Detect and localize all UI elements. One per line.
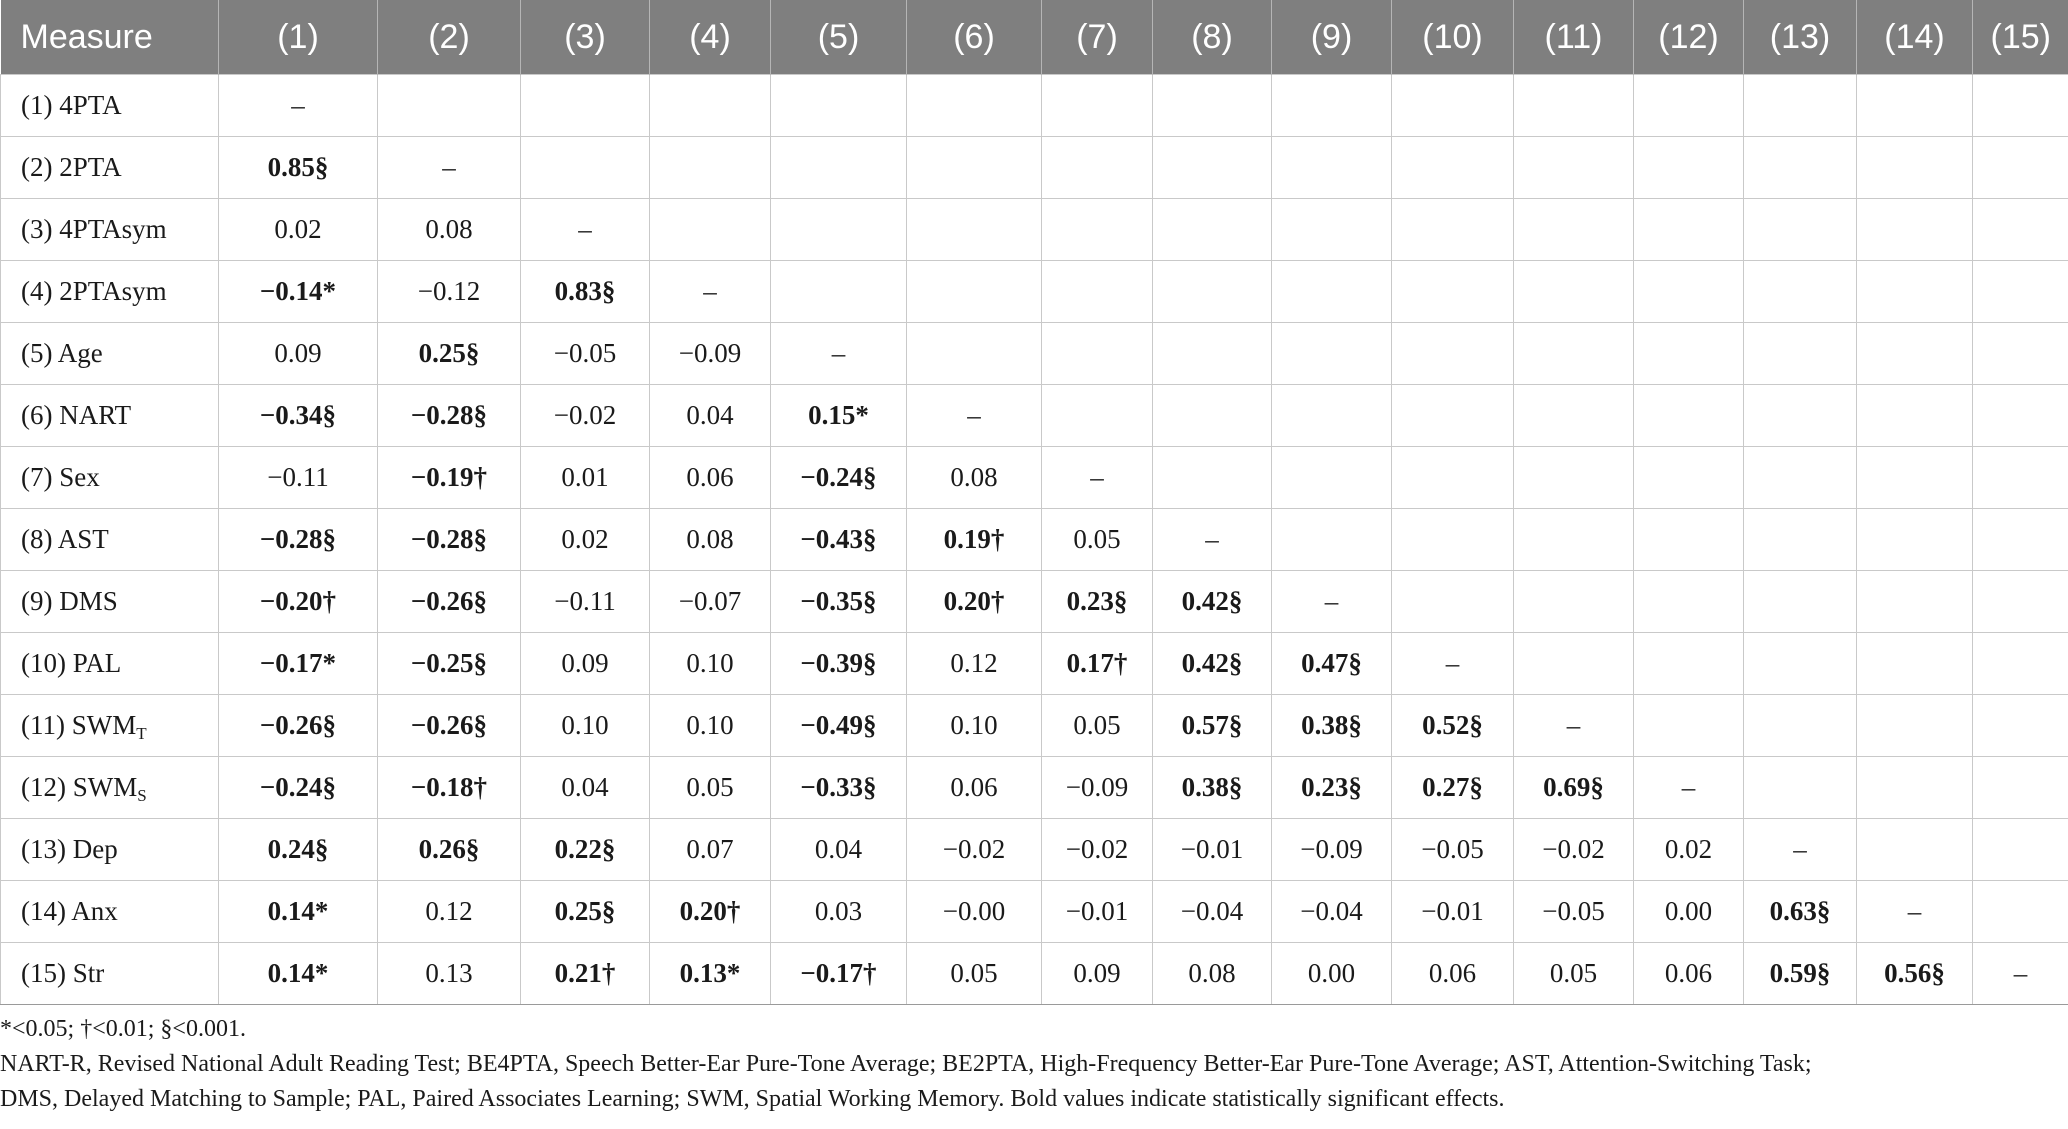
correlation-cell: 0.10 — [521, 695, 650, 757]
correlation-cell: 0.08 — [1153, 943, 1272, 1005]
empty-cell — [1272, 509, 1392, 571]
row-label-text: (10) PAL — [21, 648, 122, 678]
correlation-cell: 0.19† — [907, 509, 1042, 571]
row-label — [1, 199, 219, 261]
correlation-cell: −0.01 — [1153, 819, 1272, 881]
correlation-cell: 0.05 — [907, 943, 1042, 1005]
empty-cell — [1744, 385, 1857, 447]
correlation-cell: 0.42§ — [1153, 633, 1272, 695]
empty-cell — [1857, 261, 1973, 323]
empty-cell — [1744, 137, 1857, 199]
row-label-text: (13) Dep — [21, 834, 118, 864]
empty-cell — [1857, 571, 1973, 633]
correlation-cell: 0.02 — [521, 509, 650, 571]
empty-cell — [1042, 199, 1153, 261]
empty-cell — [1973, 757, 2068, 819]
correlation-cell: 0.04 — [521, 757, 650, 819]
row-label — [1, 509, 219, 571]
empty-cell — [1634, 75, 1744, 137]
empty-cell — [1973, 819, 2068, 881]
correlation-cell: 0.06 — [907, 757, 1042, 819]
row-label-text: (12) SWM — [21, 772, 138, 802]
empty-cell — [1634, 571, 1744, 633]
correlation-cell: 0.20† — [907, 571, 1042, 633]
empty-cell — [1857, 757, 1973, 819]
correlation-cell: −0.02 — [1514, 819, 1634, 881]
empty-cell — [1272, 447, 1392, 509]
correlation-cell: 0.23§ — [1272, 757, 1392, 819]
empty-cell — [771, 75, 907, 137]
correlation-cell: −0.09 — [1272, 819, 1392, 881]
correlation-cell: 0.59§ — [1744, 943, 1857, 1005]
empty-cell — [1857, 509, 1973, 571]
correlation-cell: 0.63§ — [1744, 881, 1857, 943]
correlation-cell: −0.20† — [219, 571, 378, 633]
empty-cell — [1744, 571, 1857, 633]
row-label — [1, 633, 219, 695]
empty-cell — [1514, 199, 1634, 261]
correlation-cell: −0.11 — [521, 571, 650, 633]
empty-cell — [1857, 75, 1973, 137]
row-label — [1, 757, 219, 819]
empty-cell — [1634, 323, 1744, 385]
correlation-cell: 0.15* — [771, 385, 907, 447]
correlation-cell: −0.18† — [378, 757, 521, 819]
empty-cell — [1272, 261, 1392, 323]
correlation-cell: −0.05 — [1514, 881, 1634, 943]
table-row — [1, 509, 2068, 571]
correlation-cell: 0.13* — [650, 943, 771, 1005]
correlation-cell: −0.24§ — [219, 757, 378, 819]
correlation-cell: 0.07 — [650, 819, 771, 881]
correlation-cell: 0.08 — [650, 509, 771, 571]
correlation-cell: −0.02 — [1042, 819, 1153, 881]
correlation-cell: 0.03 — [771, 881, 907, 943]
correlation-cell: −0.01 — [1042, 881, 1153, 943]
correlation-cell: 0.25§ — [378, 323, 521, 385]
correlation-cell: 0.52§ — [1392, 695, 1514, 757]
table-row — [1, 199, 2068, 261]
empty-cell — [1153, 385, 1272, 447]
correlation-cell: 0.20† — [650, 881, 771, 943]
correlation-cell: 0.04 — [650, 385, 771, 447]
correlation-cell: – — [650, 261, 771, 323]
correlation-cell: 0.10 — [650, 695, 771, 757]
empty-cell — [1634, 137, 1744, 199]
correlation-cell: – — [907, 385, 1042, 447]
correlation-cell: −0.07 — [650, 571, 771, 633]
correlation-cell: −0.14* — [219, 261, 378, 323]
empty-cell — [1744, 695, 1857, 757]
correlation-cell: 0.09 — [219, 323, 378, 385]
empty-cell — [1973, 385, 2068, 447]
table-row — [1, 323, 2068, 385]
row-label-subscript: T — [136, 724, 147, 743]
correlation-cell: 0.02 — [1634, 819, 1744, 881]
abbreviations-footnote-line-1: NART-R, Revised National Adult Reading Test; BE4PTA, Speech Better-Ear Pure-Tone Average; BE2PTA, High-Frequency Better-Ear Pure-Tone Average; AST, Attention-Switching Task; — [0, 1051, 1812, 1077]
correlation-cell: 0.10 — [907, 695, 1042, 757]
column-header-3: (3) — [521, 0, 650, 75]
correlation-cell: 0.05 — [1042, 695, 1153, 757]
empty-cell — [1857, 819, 1973, 881]
empty-cell — [907, 323, 1042, 385]
correlation-cell: – — [1744, 819, 1857, 881]
empty-cell — [1634, 695, 1744, 757]
empty-cell — [1744, 757, 1857, 819]
empty-cell — [521, 137, 650, 199]
correlation-cell: – — [1634, 757, 1744, 819]
empty-cell — [1857, 633, 1973, 695]
empty-cell — [650, 199, 771, 261]
correlation-cell: −0.01 — [1392, 881, 1514, 943]
column-header-5: (5) — [771, 0, 907, 75]
correlation-cell: 0.17† — [1042, 633, 1153, 695]
correlation-cell: 0.00 — [1634, 881, 1744, 943]
empty-cell — [1744, 261, 1857, 323]
correlation-cell: 0.02 — [219, 199, 378, 261]
correlation-cell: −0.02 — [907, 819, 1042, 881]
empty-cell — [1153, 137, 1272, 199]
empty-cell — [1514, 447, 1634, 509]
column-header-4: (4) — [650, 0, 771, 75]
correlation-cell: −0.05 — [1392, 819, 1514, 881]
correlation-cell: 0.08 — [378, 199, 521, 261]
empty-cell — [907, 199, 1042, 261]
empty-cell — [1153, 261, 1272, 323]
row-label — [1, 881, 219, 943]
empty-cell — [1634, 261, 1744, 323]
empty-cell — [1514, 323, 1634, 385]
correlation-cell: – — [1153, 509, 1272, 571]
empty-cell — [1392, 323, 1514, 385]
correlation-cell: 0.05 — [650, 757, 771, 819]
correlation-cell: 0.05 — [1514, 943, 1634, 1005]
row-label-text: (6) NART — [21, 400, 132, 430]
table-row — [1, 571, 2068, 633]
empty-cell — [1857, 385, 1973, 447]
correlation-cell: 0.14* — [219, 881, 378, 943]
column-header-6: (6) — [907, 0, 1042, 75]
row-label-text: (4) 2PTAsym — [21, 276, 167, 306]
row-label — [1, 943, 219, 1005]
empty-cell — [1272, 137, 1392, 199]
column-header-11: (11) — [1514, 0, 1634, 75]
column-header-14: (14) — [1857, 0, 1973, 75]
column-header-measure: Measure — [1, 0, 219, 75]
column-header-8: (8) — [1153, 0, 1272, 75]
row-label — [1, 819, 219, 881]
row-label — [1, 75, 219, 137]
correlation-cell: 0.21† — [521, 943, 650, 1005]
correlation-cell: 0.22§ — [521, 819, 650, 881]
correlation-cell: −0.17* — [219, 633, 378, 695]
empty-cell — [1744, 447, 1857, 509]
empty-cell — [771, 261, 907, 323]
empty-cell — [1634, 509, 1744, 571]
correlation-cell: −0.09 — [1042, 757, 1153, 819]
correlation-cell: −0.00 — [907, 881, 1042, 943]
correlation-cell: 0.04 — [771, 819, 907, 881]
empty-cell — [1392, 75, 1514, 137]
empty-cell — [771, 199, 907, 261]
row-label-text: (1) 4PTA — [21, 90, 122, 120]
correlation-cell: −0.25§ — [378, 633, 521, 695]
correlation-cell: 0.08 — [907, 447, 1042, 509]
correlation-cell: −0.34§ — [219, 385, 378, 447]
row-label-text: (7) Sex — [21, 462, 100, 492]
empty-cell — [1514, 571, 1634, 633]
empty-cell — [1514, 261, 1634, 323]
empty-cell — [771, 137, 907, 199]
correlation-cell: 0.12 — [907, 633, 1042, 695]
empty-cell — [1744, 633, 1857, 695]
abbreviations-footnote-line-2: DMS, Delayed Matching to Sample; PAL, Paired Associates Learning; SWM, Spatial Working Memory. Bold values indicate statistically significant effects. — [0, 1086, 1505, 1112]
correlation-cell: 0.38§ — [1153, 757, 1272, 819]
column-header-13: (13) — [1744, 0, 1857, 75]
correlation-cell: −0.28§ — [378, 385, 521, 447]
correlation-cell: −0.26§ — [378, 571, 521, 633]
empty-cell — [1973, 447, 2068, 509]
row-label-text: (15) Str — [21, 958, 105, 988]
empty-cell — [1042, 137, 1153, 199]
correlation-cell: 0.83§ — [521, 261, 650, 323]
correlation-cell: 0.25§ — [521, 881, 650, 943]
empty-cell — [1392, 385, 1514, 447]
empty-cell — [907, 261, 1042, 323]
empty-cell — [521, 75, 650, 137]
correlation-cell: 0.26§ — [378, 819, 521, 881]
empty-cell — [1744, 199, 1857, 261]
correlation-cell: 0.12 — [378, 881, 521, 943]
empty-cell — [1272, 75, 1392, 137]
empty-cell — [1973, 695, 2068, 757]
table-row — [1, 137, 2068, 199]
table-row — [1, 943, 2068, 1005]
table-row — [1, 447, 2068, 509]
significance-footnote: *<0.05; †<0.01; §<0.001. — [0, 1016, 246, 1042]
empty-cell — [1153, 323, 1272, 385]
correlation-cell: −0.35§ — [771, 571, 907, 633]
empty-cell — [650, 75, 771, 137]
empty-cell — [1634, 385, 1744, 447]
correlation-cell: −0.26§ — [378, 695, 521, 757]
correlation-cell: −0.05 — [521, 323, 650, 385]
table-row — [1, 819, 2068, 881]
empty-cell — [1744, 509, 1857, 571]
row-label-text: (8) AST — [21, 524, 109, 554]
empty-cell — [1634, 633, 1744, 695]
correlation-cell: 0.09 — [1042, 943, 1153, 1005]
row-label — [1, 695, 219, 757]
column-header-7: (7) — [1042, 0, 1153, 75]
correlation-cell: 0.57§ — [1153, 695, 1272, 757]
row-label-subscript: S — [137, 786, 147, 805]
row-label-text: (3) 4PTAsym — [21, 214, 167, 244]
empty-cell — [1744, 323, 1857, 385]
correlation-cell: −0.09 — [650, 323, 771, 385]
table-row — [1, 881, 2068, 943]
empty-cell — [1392, 137, 1514, 199]
correlation-cell: −0.11 — [219, 447, 378, 509]
table-row — [1, 385, 2068, 447]
table-row — [1, 633, 2068, 695]
correlation-cell: −0.28§ — [378, 509, 521, 571]
row-label — [1, 261, 219, 323]
correlation-cell: 0.06 — [650, 447, 771, 509]
empty-cell — [1153, 447, 1272, 509]
row-label — [1, 137, 219, 199]
correlation-cell: −0.28§ — [219, 509, 378, 571]
empty-cell — [650, 137, 771, 199]
empty-cell — [1392, 509, 1514, 571]
correlation-cell: – — [1272, 571, 1392, 633]
correlation-cell: 0.27§ — [1392, 757, 1514, 819]
empty-cell — [1392, 447, 1514, 509]
row-label-text: (14) Anx — [21, 896, 118, 926]
correlation-cell: −0.33§ — [771, 757, 907, 819]
empty-cell — [1973, 633, 2068, 695]
correlation-cell: 0.38§ — [1272, 695, 1392, 757]
empty-cell — [1634, 199, 1744, 261]
correlation-cell: – — [378, 137, 521, 199]
correlation-cell: −0.12 — [378, 261, 521, 323]
empty-cell — [1272, 323, 1392, 385]
empty-cell — [1857, 137, 1973, 199]
table-footnotes — [0, 1012, 2068, 1117]
empty-cell — [1392, 571, 1514, 633]
correlation-cell: 0.09 — [521, 633, 650, 695]
empty-cell — [1153, 199, 1272, 261]
correlation-cell: −0.02 — [521, 385, 650, 447]
correlation-cell: 0.85§ — [219, 137, 378, 199]
table-row — [1, 261, 2068, 323]
empty-cell — [1857, 447, 1973, 509]
correlation-cell: −0.43§ — [771, 509, 907, 571]
correlation-cell: 0.01 — [521, 447, 650, 509]
empty-cell — [1042, 385, 1153, 447]
correlation-cell: – — [1042, 447, 1153, 509]
correlation-cell: 0.24§ — [219, 819, 378, 881]
table-header-row — [1, 0, 2068, 75]
correlation-cell: 0.06 — [1392, 943, 1514, 1005]
empty-cell — [1973, 261, 2068, 323]
correlation-cell: 0.14* — [219, 943, 378, 1005]
correlation-cell: – — [1514, 695, 1634, 757]
empty-cell — [1153, 75, 1272, 137]
correlation-cell: 0.05 — [1042, 509, 1153, 571]
empty-cell — [1272, 385, 1392, 447]
empty-cell — [1973, 323, 2068, 385]
correlation-cell: 0.69§ — [1514, 757, 1634, 819]
empty-cell — [1514, 385, 1634, 447]
correlation-cell: – — [771, 323, 907, 385]
empty-cell — [1514, 509, 1634, 571]
correlation-cell: −0.49§ — [771, 695, 907, 757]
column-header-1: (1) — [219, 0, 378, 75]
column-header-2: (2) — [378, 0, 521, 75]
empty-cell — [1973, 137, 2068, 199]
row-label — [1, 323, 219, 385]
empty-cell — [1042, 323, 1153, 385]
empty-cell — [1042, 261, 1153, 323]
correlation-cell: 0.23§ — [1042, 571, 1153, 633]
empty-cell — [1514, 137, 1634, 199]
empty-cell — [1973, 509, 2068, 571]
correlation-cell: −0.39§ — [771, 633, 907, 695]
table-row — [1, 695, 2068, 757]
empty-cell — [1744, 75, 1857, 137]
correlation-cell: 0.00 — [1272, 943, 1392, 1005]
table-body — [1, 75, 2068, 1005]
empty-cell — [1392, 199, 1514, 261]
correlation-cell: – — [219, 75, 378, 137]
empty-cell — [1973, 199, 2068, 261]
correlation-cell: – — [521, 199, 650, 261]
row-label-text: (9) DMS — [21, 586, 118, 616]
empty-cell — [1042, 75, 1153, 137]
row-label — [1, 385, 219, 447]
correlation-cell: 0.56§ — [1857, 943, 1973, 1005]
row-label — [1, 447, 219, 509]
empty-cell — [907, 137, 1042, 199]
correlation-cell: −0.26§ — [219, 695, 378, 757]
correlation-cell: −0.04 — [1153, 881, 1272, 943]
empty-cell — [1514, 75, 1634, 137]
correlation-cell: −0.04 — [1272, 881, 1392, 943]
correlation-cell: 0.42§ — [1153, 571, 1272, 633]
empty-cell — [1973, 75, 2068, 137]
correlation-cell: 0.06 — [1634, 943, 1744, 1005]
correlation-cell: – — [1857, 881, 1973, 943]
row-label-text: (2) 2PTA — [21, 152, 122, 182]
empty-cell — [1973, 881, 2068, 943]
empty-cell — [1857, 695, 1973, 757]
empty-cell — [907, 75, 1042, 137]
correlation-cell: 0.47§ — [1272, 633, 1392, 695]
correlation-cell: – — [1973, 943, 2068, 1005]
empty-cell — [1857, 323, 1973, 385]
column-header-9: (9) — [1272, 0, 1392, 75]
empty-cell — [1514, 633, 1634, 695]
empty-cell — [378, 75, 521, 137]
empty-cell — [1973, 571, 2068, 633]
empty-cell — [1634, 447, 1744, 509]
correlation-cell: 0.13 — [378, 943, 521, 1005]
correlation-cell: −0.24§ — [771, 447, 907, 509]
column-header-15: (15) — [1973, 0, 2068, 75]
column-header-12: (12) — [1634, 0, 1744, 75]
correlation-cell: −0.19† — [378, 447, 521, 509]
correlation-cell: 0.10 — [650, 633, 771, 695]
empty-cell — [1857, 199, 1973, 261]
correlation-cell: −0.17† — [771, 943, 907, 1005]
row-label-text: (11) SWM — [21, 710, 137, 740]
empty-cell — [1392, 261, 1514, 323]
empty-cell — [1272, 199, 1392, 261]
row-label-text: (5) Age — [21, 338, 103, 368]
row-label — [1, 571, 219, 633]
table-row — [1, 75, 2068, 137]
column-header-10: (10) — [1392, 0, 1514, 75]
table-row — [1, 757, 2068, 819]
correlation-cell: – — [1392, 633, 1514, 695]
